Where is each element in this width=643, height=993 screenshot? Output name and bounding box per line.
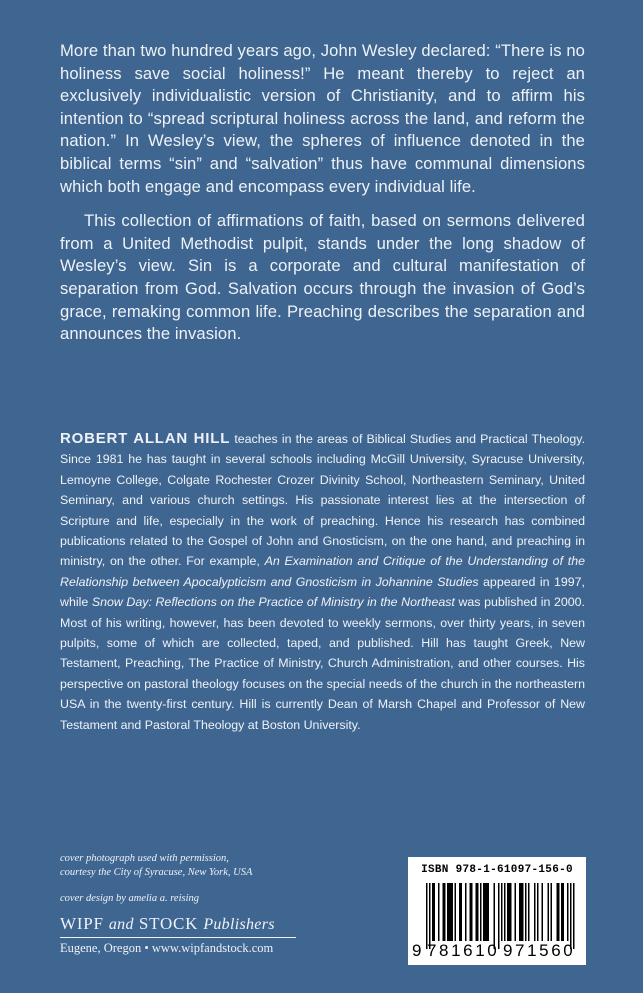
- barcode-bar: [551, 883, 553, 941]
- barcode-bar: [476, 883, 478, 941]
- barcode-digit-group-1: 781610: [427, 941, 500, 960]
- barcode-bar: [570, 883, 572, 949]
- barcode-bar: [485, 883, 487, 941]
- barcode-bar: [563, 883, 565, 941]
- publisher-name-stock: STOCK: [133, 914, 204, 933]
- barcode-bar: [488, 883, 490, 941]
- barcode-bar: [483, 883, 485, 941]
- barcode-bar: [471, 883, 473, 941]
- barcode-bar: [501, 883, 503, 941]
- book-title-2: Snow Day: Reflections on the Practice of Ministry in the Northeast: [91, 595, 455, 610]
- barcode-bar: [567, 883, 569, 941]
- publisher-name: [60, 914, 296, 938]
- barcode-bar: [443, 883, 445, 941]
- barcode-bar: [519, 883, 521, 941]
- publisher-name-wipf: WIPF: [60, 914, 109, 933]
- publisher-name-and: and: [108, 916, 134, 933]
- barcode-bar: [510, 883, 512, 941]
- barcode-bar: [573, 883, 575, 949]
- barcode-bar: [444, 883, 446, 941]
- blurb-paragraph-1: More than two hundred years ago, John Wesley declared: “There is no holiness save social holiness!” He meant thereby to reject an exclusively individualistic version of Christianity, and to affirm his intention to “spread scriptural holiness across the land, and reform the nation.” In Wesley’s view, the spheres of influence denoted in the biblical terms “sin” and “salvation” thus have communal dimensions which both engage and encompass every individual life.: [60, 41, 585, 196]
- barcode-bar: [515, 883, 517, 941]
- barcode-bar: [426, 883, 428, 949]
- author-bio: [60, 429, 585, 735]
- barcode-bar: [521, 883, 523, 941]
- barcode-bar: [509, 883, 511, 941]
- barcode-bar: [525, 883, 527, 941]
- barcode-bar: [429, 883, 431, 949]
- barcode-bar: [432, 883, 434, 941]
- barcode-bar: [537, 883, 539, 941]
- barcode-bar: [447, 883, 449, 941]
- barcode-bar: [459, 883, 461, 941]
- barcode-bar: [477, 883, 479, 941]
- barcode-bar: [522, 883, 524, 941]
- barcode-bar: [507, 883, 509, 941]
- book-title-1: An Examination and Critique of the Understanding of the Relationship between Apocalypticism and Gnosticism in Johannine Studies: [60, 554, 585, 589]
- author-name: ROBERT ALLAN HILL: [60, 430, 231, 447]
- barcode-bar: [504, 883, 506, 941]
- bio-text-1: teaches in the areas of Biblical Studies and Practical Theology. Since 1981 he has taught in several schools including McGill University, Syracuse University, Lemoyne College, Colgate Rochester Crozer Divinity School, Northeastern Seminary, United Seminary, and various church settings. His passionate interest lies at the intersection of Scripture and life, especially in the work of preaching. Hence his research has combined publications related to the Gospel of John and Gnosticism, on the one hand, and preaching in ministry, on the other. For example,: [60, 432, 586, 569]
- back-cover-blurb: [60, 40, 585, 358]
- barcode-bar: [455, 883, 457, 941]
- barcode-bar: [434, 883, 436, 941]
- barcode-bar: [450, 883, 452, 941]
- barcode-bar: [480, 883, 482, 941]
- barcode-bar: [557, 883, 559, 941]
- blurb-paragraph-2: This collection of affirmations of faith, based on sermons delivered from a United Methodist pulpit, stands under the long shadow of Wesley’s view. Sin is a corporate and cultural manifestation of separation from God. Salvation occurs through the invasion of God’s grace, remaking common life. Preaching describes the separation and announces the invasion.: [60, 211, 585, 344]
- barcode-bar: [558, 883, 560, 941]
- barcode-bar: [542, 883, 544, 941]
- barcode-bar: [486, 883, 488, 941]
- barcode-bar: [561, 883, 563, 941]
- barcode-bar: [470, 883, 472, 941]
- barcode-bar: [465, 883, 467, 941]
- publisher-block: [60, 914, 296, 956]
- bio-text-2: appeared in 1997, while: [60, 574, 585, 610]
- barcode-bar: [534, 883, 536, 941]
- cover-credits: [60, 852, 252, 906]
- barcode-bar: [494, 883, 496, 949]
- barcode-digit-group-2: 971560: [503, 941, 576, 960]
- photo-credit-line-1: cover photograph used with permission,: [60, 853, 229, 864]
- publisher-name-publishers: Publishers: [203, 916, 275, 933]
- photo-credit-line-2: courtesy the City of Syracuse, New York, USA: [60, 867, 253, 878]
- barcode-bar: [438, 883, 440, 941]
- isbn-label: ISBN 978-1-61097-156-0: [421, 864, 573, 876]
- design-credit: cover design by amelia a. reising: [60, 893, 199, 904]
- bio-text-3: was published in 2000. Most of his writing, however, has been devoted to weekly sermons, over thirty years, in seven pulpits, some of which are collected, taped, and published. Hill has taught Greek, New Testament, Preaching, The Practice of Ministry, Church Administration, and other courses. His perspective on pastoral theology focuses on the special needs of the church in the northeastern USA in the twenty-first century. Hill is currently Dean of Marsh Chapel and Professor of New Testament and Pastoral Theology at Boston University.: [60, 595, 585, 732]
- barcode-bar: [461, 883, 463, 941]
- barcode-bar: [452, 883, 454, 941]
- barcode-bar: [449, 883, 451, 941]
- publisher-location: Eugene, Oregon • www.wipfandstock.com: [60, 941, 274, 955]
- barcode-digit-first: 9: [412, 941, 422, 960]
- isbn-barcode: [408, 857, 586, 965]
- barcode-bar: [528, 883, 530, 941]
- barcode-bar: [498, 883, 500, 949]
- barcode-bar: [548, 883, 550, 941]
